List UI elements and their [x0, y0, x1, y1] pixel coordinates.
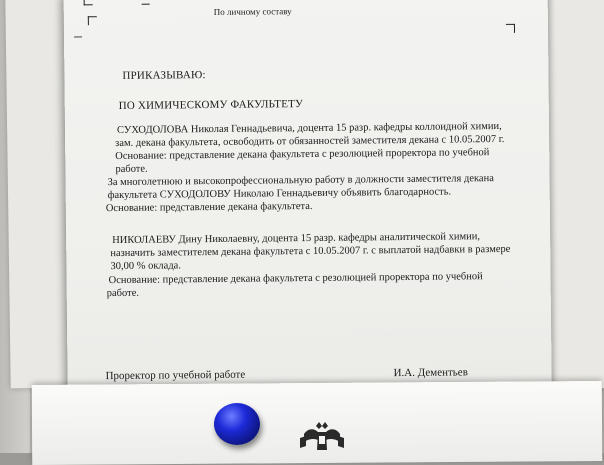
- pre-header: По личному составу: [213, 6, 292, 17]
- fold-mark: [74, 36, 82, 37]
- order-line: СУХОДОЛОВА Николая Геннадьевича, доцента 15 разр. кафедры коллоидной химии,: [116, 120, 502, 136]
- corner-mark: [142, 0, 150, 5]
- order-line: зам. декана факультета, освободить от обязанностей заместителя декана с 10.05.2007 г.: [115, 133, 505, 150]
- signature-title: Проректор по учебной работе: [105, 368, 246, 383]
- order-line: факультета СУХОДОЛОВУ Николаю Геннадьевичу объявить благодарность.: [107, 186, 452, 202]
- order-line: НИКОЛАЕВУ Дину Николаевну, доцента 15 разр. кафедры аналитической химии,: [112, 231, 481, 247]
- order-line: Основание: представление декана факультета с резолюцией проректора по учебной: [115, 147, 490, 163]
- order-word: ПРИКАЗЫВАЮ:: [122, 69, 206, 82]
- magnet-icon: [214, 403, 260, 445]
- order-line: За многолетнюю и высокопрофессиональную работу в должности заместителя декана: [107, 173, 494, 189]
- corner-mark: [88, 16, 97, 25]
- corner-mark: [506, 24, 515, 33]
- order-line: работе.: [106, 287, 140, 300]
- order-line: работе.: [115, 163, 148, 176]
- corner-mark: [84, 0, 93, 5]
- order-line: Основание: представление декана факультета.: [105, 200, 313, 215]
- signature-name: И.А. Дементьев: [393, 366, 468, 380]
- department-heading: ПО ХИМИЧЕСКОМУ ФАКУЛЬТЕТУ: [118, 98, 304, 112]
- order-line: Основание: представление декана факультета с резолюцией проректора по учебной: [108, 271, 483, 287]
- double-headed-eagle-icon: [296, 420, 348, 456]
- background-sheet-left: [5, 0, 70, 388]
- order-line: 30,00 % оклада.: [110, 260, 182, 273]
- order-line: назначить заместителем декана факультета с 10.05.2007 г. с выплатой надбавки в размере: [110, 243, 511, 260]
